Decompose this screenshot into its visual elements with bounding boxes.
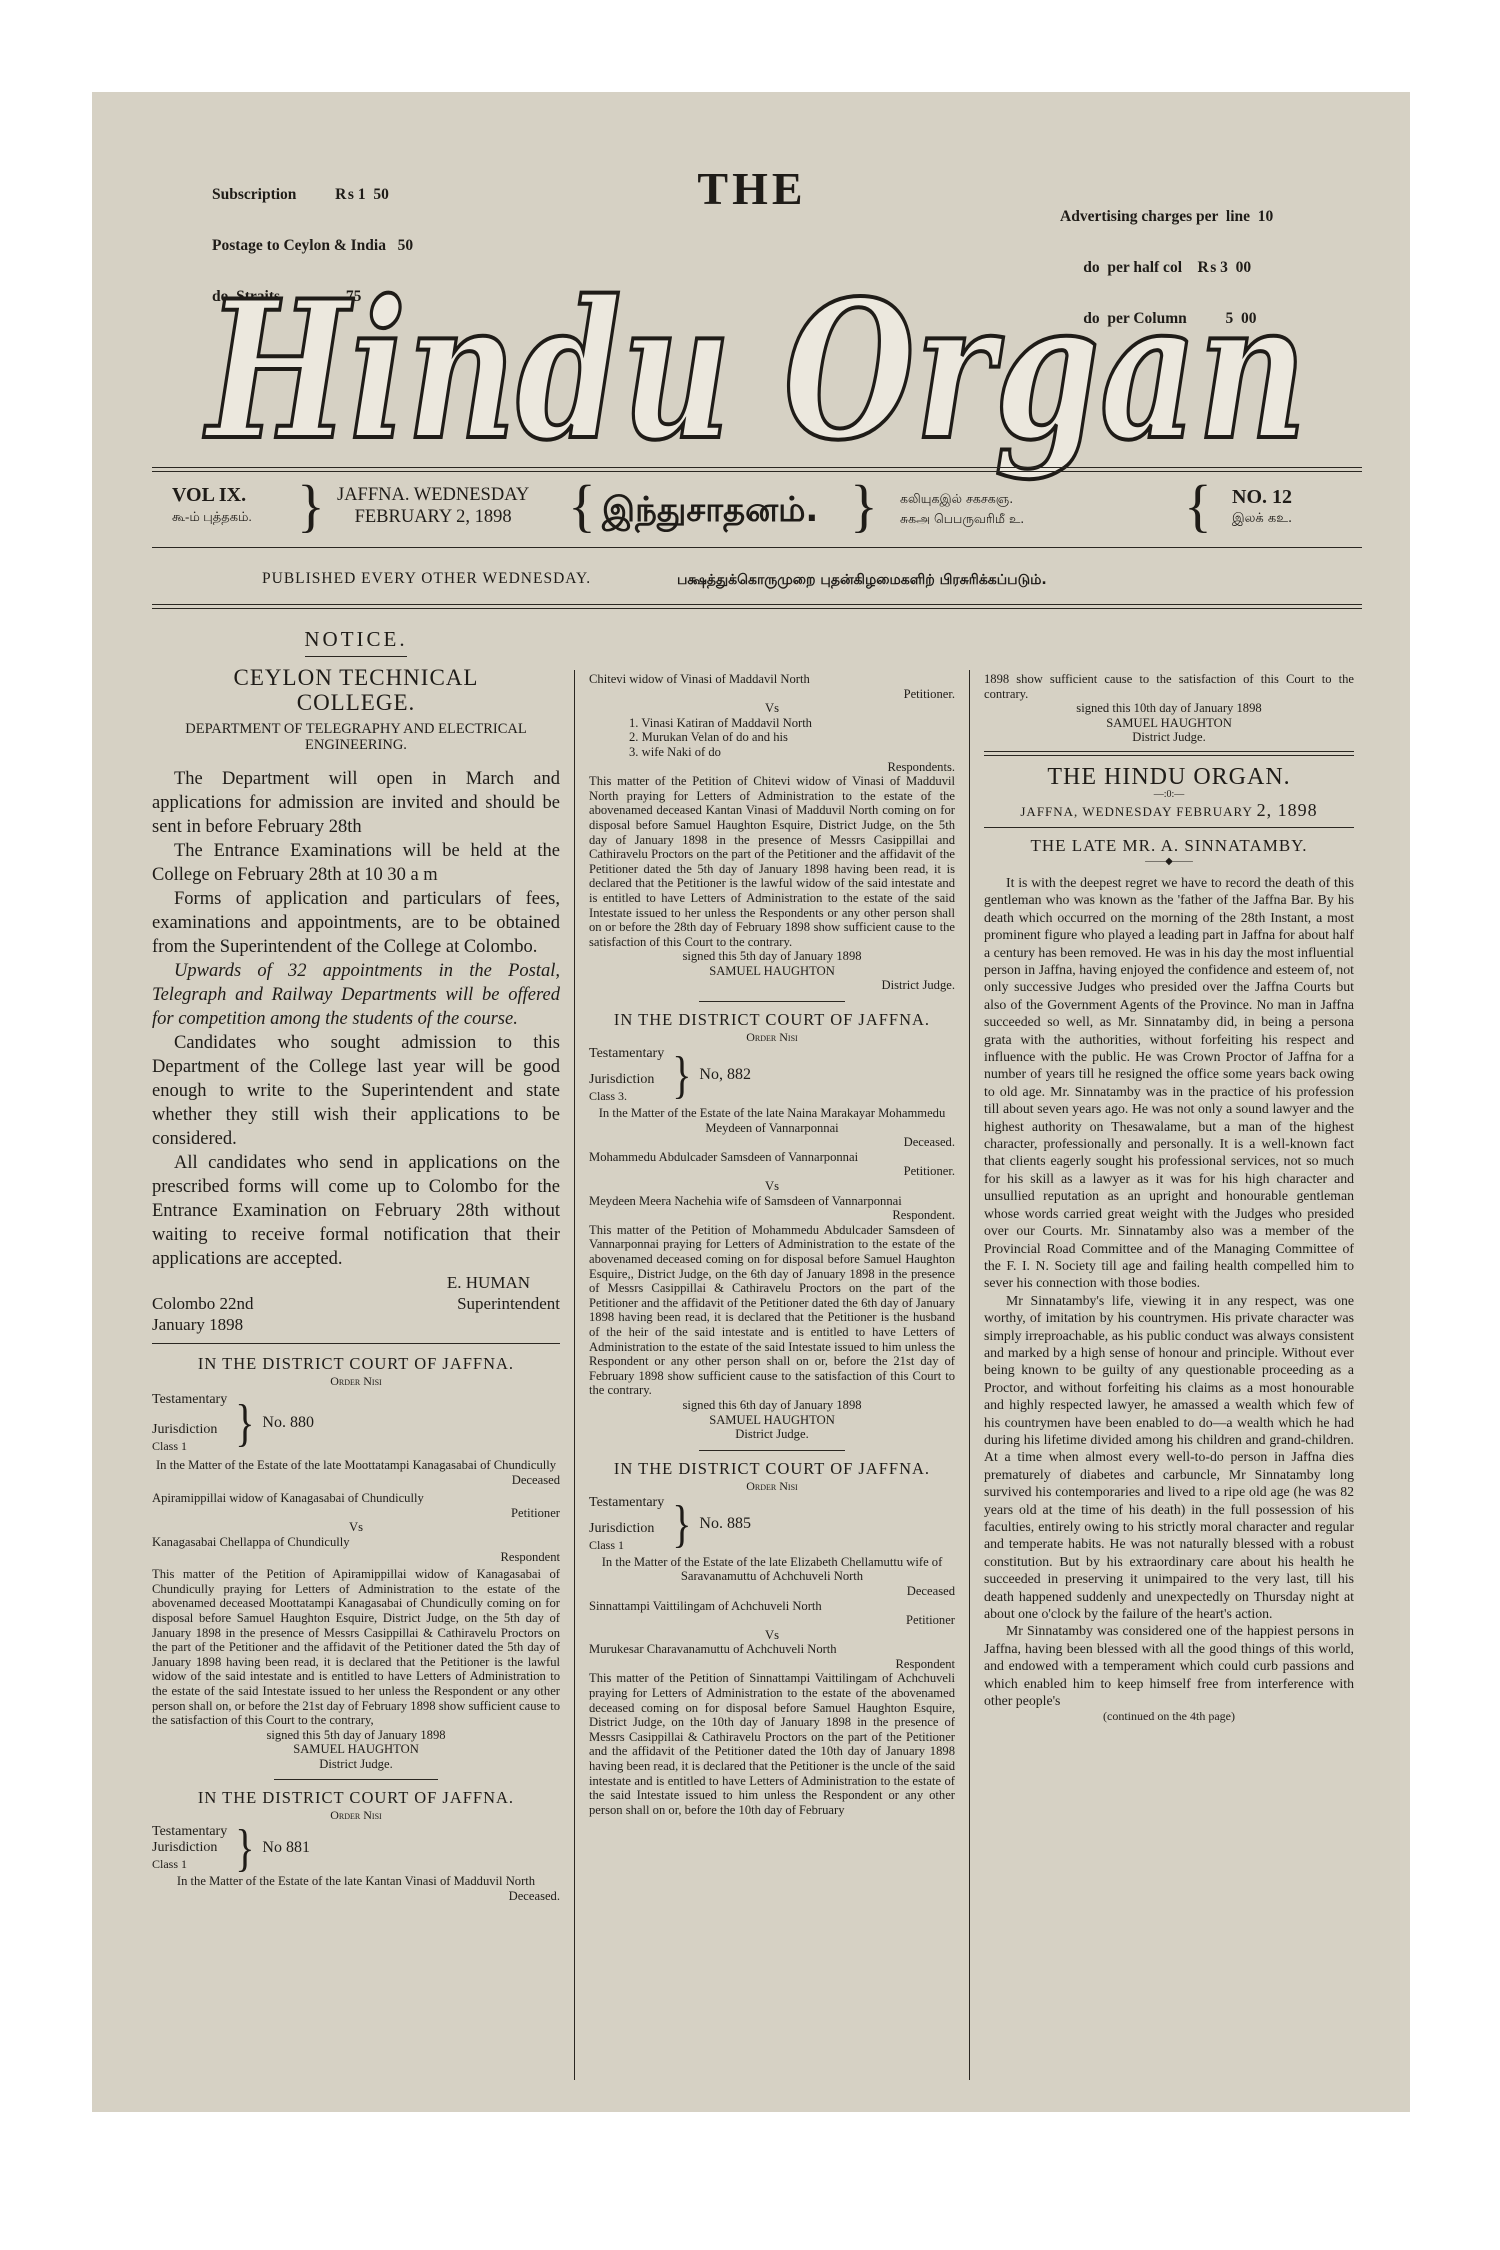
- court-heading: IN THE DISTRICT COURT OF JAFFNA.: [613, 1010, 931, 1030]
- court-label: Jurisdiction: [589, 1072, 655, 1088]
- notice-place-date: [152, 1293, 254, 1335]
- court-body: This matter of the Petition of Chitevi widow of Vinasi of Madduvil North praying for Letters of Administration to the estate of the abovenamed deceased Kantan Vinasi of Madduvil North coming on for disposal before Samuel Haughton Esquire, District Judge, on the 5th day of January 1898 in the presence of Messrs Casippillai and Cathiravelu Proctors on the part of the Petitioner and the affidavit of the Petitioner dated the 5th day of January 1898 having been read, it is declared that the Petitioner is the lawful widow of the said intestate and is entitled to have Letters of Administration to the estate of the said Intestate issued to her unless the Respondents or any other person shall on or before the 28th day of February 1898 show sufficient cause to the satisfaction of this Court to the contrary.: [589, 774, 955, 949]
- court-petitioner: Sinnattampi Vaittilingam of Achchuveli North: [589, 1598, 822, 1613]
- notice-signatory: E. HUMAN: [446, 1273, 530, 1292]
- notice-paragraph: Forms of application and particulars of fees, examinations and appointments, are to be obtained from the Superintendent of the College at Colombo.: [152, 889, 560, 957]
- court-order: Order Nisi: [746, 1478, 798, 1493]
- court-judge-title: District Judge.: [319, 1756, 393, 1771]
- court-label: Testamentary: [589, 1046, 665, 1062]
- number-block: [1232, 486, 1292, 530]
- court-class: Class 1: [152, 1439, 188, 1453]
- half-col-line: do per half col ₨ 3 00: [1060, 259, 1252, 276]
- court-case-number: No. 880: [262, 1414, 314, 1431]
- court-case-block: Testamentary Jurisdiction Class 1 } No 881: [152, 1818, 310, 1878]
- brace-2: {: [568, 473, 596, 538]
- court-signed: signed this 6th day of January 1898: [682, 1397, 862, 1412]
- court-case-number: No. 885: [699, 1514, 751, 1532]
- court-respondent-item: 1. Vinasi Katiran of Maddavil North: [629, 715, 812, 730]
- court-deceased: Deceased: [906, 1583, 955, 1598]
- court-label: Jurisdiction: [152, 1840, 218, 1856]
- newspaper-page: [92, 92, 1410, 2112]
- column-line: do per Column 5 00: [1060, 310, 1257, 327]
- court-deceased: Deceased.: [508, 1889, 560, 1904]
- court-petitioner-label: Petitioner: [511, 1505, 560, 1520]
- court-deceased: Deceased: [511, 1472, 560, 1487]
- court-heading: IN THE DISTRICT COURT OF JAFFNA.: [613, 1458, 931, 1478]
- masthead-title-text: Hindu Organ: [203, 259, 1308, 482]
- court-case-block: Testamentary Jurisdiction Class 3. } No, 882: [589, 1045, 751, 1104]
- court-class: Class 1: [589, 1537, 625, 1552]
- court-case-labels: [589, 1495, 664, 1553]
- masthead-title: [192, 252, 1322, 482]
- court-respondent-label: Respondent: [500, 1549, 560, 1564]
- notice-footer: [152, 1293, 560, 1335]
- department-name: DEPARTMENT OF TELEGRAPHY AND ELECTRICAL ENGINEERING.: [185, 721, 527, 753]
- notice-paragraph: Upwards of 32 appointments in the Postal, Telegraph and Railway Departments will be offered for competition among the students of the course.: [152, 961, 560, 1029]
- editorial-body: [984, 874, 1354, 1710]
- court-order: Order Nisi: [330, 1808, 382, 1823]
- publication-frequency: PUBLISHED EVERY OTHER WEDNESDAY.: [262, 570, 592, 587]
- court-case-labels: [589, 1046, 664, 1104]
- court-label: Testamentary: [152, 1392, 228, 1407]
- court-respondent-item: 2. Murukan Velan of do and his: [629, 730, 788, 745]
- court-label: Jurisdiction: [589, 1520, 655, 1536]
- court-judge: SAMUEL HAUGHTON: [293, 1742, 419, 1757]
- column-rule-1: [574, 670, 575, 2080]
- court-respondent: Murukesar Charavanamuttu of Achchuveli North: [589, 1642, 837, 1657]
- court-petitioner: Apiramippillai widow of Kanagasabai of Chundicully: [152, 1491, 424, 1506]
- court-vs: Vs: [765, 1179, 779, 1194]
- court-judge-title: District Judge.: [881, 978, 955, 993]
- notice-heading: NOTICE.: [304, 627, 408, 651]
- publication-frequency-tamil: பக்ஷத்துக்கொருமுறை புதன்கிழமைகளிற் பிரசுரிக்கப்படும்.: [677, 572, 1047, 588]
- editorial-dateline-date: 2, 1898: [1256, 799, 1318, 820]
- court-respondent-label: Respondent.: [892, 1208, 955, 1223]
- court-respondent-label: Respondent: [895, 1656, 955, 1671]
- court-case-labels: [152, 1824, 227, 1872]
- notice-paragraph: The Department will open in March and applications for admission are invited and should be sent in before February 28th: [152, 769, 560, 837]
- masthead-the: THE: [697, 163, 807, 214]
- column-3: 1898 show sufficient cause to the satisfaction of this Court to the contrary. signed this 10th day of January 1898 SAMUEL HAUGHTON District Judge. THE HINDU ORGAN. —:0:— JAFFNA, WEDNESDAY FEBRUARY 2, 1898 THE LATE MR. A. SINNATAMBY. ——◆—— It is with the deepest regret we have to record the death of this gentleman who was known as the 'father of the Jaffna Bar. By his death which occurred on the morning of the 28th Instant, a most prominent figure who played a leading part in Jaffna for about half a century has been removed. He was in his day the most influential person in Jaffna, having enjoyed the confidence and esteem of, not only successive Judges who presided over the Jaffna Courts but also of the Government Agents of the Province. No man in Jaffna succeeded so well, as Mr. Sinnatamby did, in being a persona grata with the authorities, without forfeiting his respect and influence with the public. He was Crown Proctor of Jaffna for a number of years till he resigned the office some years back owing to old age. Mr. Sinnatamby was in the practice of his profession till about seven years ago. He was not only a sound lawyer and the highest authority on Thesawalame, but a man of the highest character, professionally and personally. It is a well-known fact that clients eagerly sought his professional services, not so much for his skill as a lawyer as it was for his high character and unsullied reputation as an upright and honourable gentleman whose words carried great weight with the Judges who presided over our Courts. Mr. Sinnatamby also was a member of the Provincial Road Committee and of the Managing Committee of the F. I. N. Society till age and failing health compelled him to sever his connection with those bodies. Mr Sinnatamby's life, viewing it in any respect, was one worthy, of imitation by his countrymen. His private character was simply irreproachable, as his public conduct was always consistent and marked by a high sense of honour and principle. Without ever being known to be guilty of any questionable proceeding as a Proctor, and without forfeiting his claims as a most honourable and highly respected lawyer, he amassed a wealth which few of his countrymen have been enabled to do—a wealth which he had during his lifetime divided among his children and grand-children. At a time when almost every well-to-do person in Jaffna dies prematurely of diabetes and carbuncle, Mr Sinnatamby long survived his contemporaries and lived to a ripe old age (he was 82 years old at the time of his death) in the full possession of his faculties, entirely owing to his strictly moral character and regular and temperate habits. He was not naturally blessed with a robust constitution. But by his extraordinary care about his health he succeeded in preserving it unimpaired to the very last, till his death happened suddenly and unexpectedly on Thursday night at about one o'clock by the failure of the heart's action. Mr Sinnatamby was considered one of the happiest persons in Jaffna, having been blessed with all the good things of this world, and endowed with a temperament which could curb passions and which enabled him to keep himself free from interference with other people's (continued on the 4th page): [984, 672, 1354, 1724]
- court-case-block: Testamentary Jurisdiction Class 1 } No. 880: [152, 1392, 314, 1453]
- court-petitioner-label: Petitioner: [906, 1613, 955, 1628]
- court-order: Order Nisi: [746, 1030, 798, 1045]
- editorial-dateline-text: JAFFNA, WEDNESDAY FEBRUARY: [1020, 803, 1253, 819]
- court-case-block: Testamentary Jurisdiction Class 1 } No. 885: [589, 1493, 751, 1553]
- brace-3: }: [850, 473, 878, 538]
- court-vs: Vs: [765, 1627, 779, 1642]
- subscription-line: Subscription ₨ 1 50: [212, 186, 389, 203]
- postage-straits-line: do Straits 75: [212, 288, 362, 305]
- court-judge-title: District Judge.: [1132, 730, 1206, 745]
- court-class: Class 3.: [589, 1089, 628, 1104]
- court-heading: IN THE DISTRICT COURT OF JAFFNA.: [197, 1354, 515, 1373]
- court-judge-title: District Judge.: [735, 1427, 809, 1442]
- court-case-labels: [152, 1392, 227, 1454]
- court-judge: SAMUEL HAUGHTON: [709, 963, 835, 978]
- advertising-line: Advertising charges per line 10: [1060, 208, 1274, 225]
- issue-date: FEBRUARY 2, 1898: [354, 507, 512, 527]
- court-label: Jurisdiction: [152, 1422, 218, 1437]
- notice-signatory-title: Superintendent: [457, 1294, 560, 1313]
- court-respondents-list: [589, 716, 955, 760]
- notice-place: Colombo 22nd: [152, 1294, 254, 1313]
- court-case-number: No, 882: [699, 1066, 751, 1084]
- court-signed: signed this 5th day of January 1898: [682, 949, 862, 964]
- editorial-headline: THE LATE MR. A. SINNATAMBY.: [1030, 835, 1308, 855]
- notice-paragraph: Candidates who sought admission to this Department of the College last year will be good enough to write to the Superintendent and state whether they still wish their applications to be considered.: [152, 1033, 560, 1149]
- editorial-paragraph: Mr Sinnatamby was considered one of the happiest persons in Jaffna, having been blessed with all the good things of this world, and endowed with a temperament which could curb passions and which enabled him to keep himself free from interference with other people's: [984, 1623, 1354, 1709]
- editorial-dateline: [984, 800, 1354, 821]
- tamil-era-block: [900, 489, 1024, 529]
- column-2: [589, 672, 955, 1817]
- masthead-title-svg: [192, 252, 1322, 482]
- court-petitioner: Mohammedu Abdulcader Samsdeen of Vannarponnai: [589, 1149, 859, 1164]
- tamil-title: இந்துசாதனம்.: [602, 490, 819, 530]
- court-vs: Vs: [349, 1520, 363, 1535]
- court-respondent-item: 3. wife Naki of do: [629, 744, 721, 759]
- editorial-continued-note: (continued on the 4th page): [1103, 1709, 1235, 1724]
- editorial-paper-title: THE HINDU ORGAN.: [1047, 763, 1291, 790]
- postage-ceylon-line: Postage to Ceylon & India 50: [212, 237, 414, 254]
- notice-paragraph: All candidates who send in applications on the prescribed forms will come up to Colombo for the Entrance Examination on February 28th without waiting to receive formal notification that their applications are accepted.: [152, 1153, 560, 1269]
- era-line-2: சுகஅ பெபருவரிமீ உ.: [900, 511, 1025, 526]
- column-1: [152, 627, 560, 1904]
- court-petitioner-label: Petitioner.: [903, 686, 955, 701]
- court-judge: SAMUEL HAUGHTON: [709, 1412, 835, 1427]
- court-body: This matter of the Petition of Sinnattampi Vaittilingam of Achchuveli praying for Letters of Administration to the estate of the abovenamed deceased coming on for disposal before Samuel Haughton Esquire, District Judge, on the 10th day of January 1898 in the presence of Messrs Casippillai & Cathiravelu Proctors on the part of the Petitioner and the affidavit of the Petitioner dated the 10th day of January 1898 having been read, it is declared that the Petitioner is the uncle of the said intestate and is entitled to have Letters of Administration to the estate of the said Intestate issued to him unless the Respondent or any other person shall on or, before the 10th day of February: [589, 1671, 955, 1817]
- editorial-paragraph: Mr Sinnatamby's life, viewing it in any respect, was one worthy, of imitation by his countrymen. His private character was simply irreproachable, as his public conduct was always consistent and marked by a high sense of honour and principle. Without ever being known to be guilty of any questionable proceeding as a Proctor, and without forfeiting his claims as a most honourable and highly respected lawyer, he amassed a wealth which few of his countrymen have been enabled to do—a wealth which he had during his lifetime divided among his children and grand-children. At a time when almost every well-to-do person in Jaffna dies prematurely of diabetes and carbuncle, Mr Sinnatamby long survived his contemporaries and lived to a ripe old age (he was 82 years old at the time of his death) in the full possession of his faculties, entirely owing to his strictly moral character and regular and temperate habits. He was not naturally blessed with a robust constitution. But by his extraordinary care about his health he succeeded in preserving it unimpaired to the very last, till his death happened suddenly and unexpectedly on Thursday night at about one o'clock by the failure of the heart's action.: [984, 1292, 1354, 1622]
- notice-paragraph: The Entrance Examinations will be held at the College on February 28th at 10 30 a m: [152, 841, 560, 885]
- court-heading: IN THE DISTRICT COURT OF JAFFNA.: [197, 1788, 515, 1808]
- issue-number: NO. 12: [1232, 486, 1292, 508]
- volume-label: VOL IX.: [172, 484, 247, 506]
- court-matter: In the Matter of the Estate of the late Elizabeth Chellamuttu wife of Saravanamuttu of Achchuveli North: [601, 1554, 943, 1584]
- editorial-paragraph: It is with the deepest regret we have to record the death of this gentleman who was known as the 'father of the Jaffna Bar. By his death which occurred on the morning of the 28th Instant, a most prominent figure who played a leading part in Jaffna for about half a century has been removed. He was in his day the most influential person in Jaffna, having enjoyed the confidence and esteem of, not only successive Judges who presided over the Jaffna Courts but also of the Government Agents of the Province. No man in Jaffna succeeded so well, as Mr. Sinnatamby did, in being a persona grata with the authorities, without forfeiting his respect and influence with the public. He was Crown Proctor of Jaffna for a number of years till he resigned the office some years back owing to old age. Mr. Sinnatamby was in the practice of his profession till about seven years ago. He was not only a sound lawyer and the highest authority on Thesawalame, but a man of the highest character, professionally and personally. It is a well-known fact that clients eagerly sought his professional services, not so much for his skill as a lawyer as it was for his high character and unsullied reputation as an upright and honourable gentleman whose words carried great weight with the Judges who presided over our Courts. Mr. Sinnatamby also was a member of the Provincial Road Committee and of the Managing Committee of the F. I. N. Society till age and failing health compelled him to sever his connection with those bodies.: [984, 874, 1354, 1291]
- court-body: This matter of the Petition of Apiramippillai widow of Kanagasabai of Chundicully praying for Letters of Administration to the estate of the abovenamed deceased Moottatampi Kanagasabai of Chundicully coming on for disposal before Samuel Haughton Esquire, District Judge, on the 5th day of January 1898 in the presence of Messrs Casippillai & Cathiravelu Proctors on the part of the Petitioner and the affidavit of the Petitioner dated the 5th day of January 1898 having been read, it is declared that the Petitioner is the lawful widow of the said intestate and is entitled to have Letters of Administration to the estate of the said Intestate issued to her unless the Respondent or any other person shall on, or before the 21st day of February 1898 show sufficient cause to the satisfaction of this Court to the contrary,: [152, 1567, 560, 1728]
- court-matter: In the Matter of the Estate of the late Moottatampi Kanagasabai of Chundicully: [155, 1458, 557, 1472]
- place-day: JAFFNA. WEDNESDAY: [337, 485, 530, 505]
- notice-month: January 1898: [152, 1315, 244, 1334]
- date-block: [337, 484, 529, 528]
- issue-top-rule: [152, 467, 1362, 472]
- volume-tamil: கூ-ம் புத்தகம்.: [172, 509, 252, 524]
- brace-1: }: [297, 473, 325, 538]
- court-label: Testamentary: [589, 1494, 665, 1510]
- court-respondents-label: Respondents.: [887, 759, 955, 774]
- court-continuation: 1898 show sufficient cause to the satisfaction of this Court to the contrary.: [984, 672, 1354, 701]
- court-matter: In the Matter of the Estate of the late Kantan Vinasi of Madduvil North: [176, 1874, 536, 1889]
- notice-body: [152, 767, 560, 1271]
- brace-4: {: [1184, 473, 1212, 538]
- court-label: Testamentary: [152, 1824, 228, 1840]
- court-respondent: Meydeen Meera Nachehia wife of Samsdeen of Vannarponnai: [589, 1193, 902, 1208]
- court-body: This matter of the Petition of Mohammedu Abdulcader Samsdeen of Vannarponnai praying for Letters of Administration to the estate of the abovenamed deceased coming on for disposal before Samuel Haughton Esquire,, District Judge, on the 6th day of January 1898 in the presence of Messrs Casippillai & Cathiravelu Proctors on the part of the Petitioner and the affidavit of the Petitioner dated the 6th day of January 1898 having been read, it is declared that the Petitioner is the husband of the heir of the said intestate and is entitled to have Letters of Administration to the estate of the said Intestate issued to him unless the Respondent or any other person shall on or, before the 21st day of February 1898 show sufficient cause to the satisfaction of this Court to the contrary.: [589, 1222, 955, 1398]
- court-deceased: Deceased.: [903, 1135, 955, 1150]
- court-order: Order Nisi: [330, 1374, 382, 1388]
- column-rule-2: [969, 670, 970, 2080]
- volume-block: [172, 484, 252, 528]
- court-signed: signed this 10th day of January 1898: [1076, 701, 1262, 716]
- court-case-number: No 881: [262, 1839, 310, 1857]
- court-petitioner: Chitevi widow of Vinasi of Maddavil North: [589, 672, 810, 686]
- era-line-1: கலியுகஇல் சகசகஞ.: [900, 491, 1014, 506]
- issue-bottom-rule: [152, 604, 1362, 609]
- court-matter: In the Matter of the Estate of the late Naina Marakayar Mohammedu Meydeen of Vannarponnai: [598, 1106, 946, 1135]
- college-name-line2: COLLEGE.: [296, 690, 416, 715]
- court-respondent: Kanagasabai Chellappa of Chundicully: [152, 1534, 350, 1549]
- court-vs: Vs: [765, 701, 779, 716]
- court-signed: signed this 5th day of January 1898: [266, 1727, 446, 1742]
- issue-mid-rule: [152, 547, 1362, 548]
- issue-number-tamil: இலக் கஉ.: [1232, 511, 1293, 526]
- court-petitioner-label: Petitioner.: [903, 1164, 955, 1179]
- college-name-line1: CEYLON TECHNICAL: [233, 665, 479, 690]
- court-judge: SAMUEL HAUGHTON: [1106, 715, 1232, 730]
- court-class: Class 1: [152, 1857, 188, 1872]
